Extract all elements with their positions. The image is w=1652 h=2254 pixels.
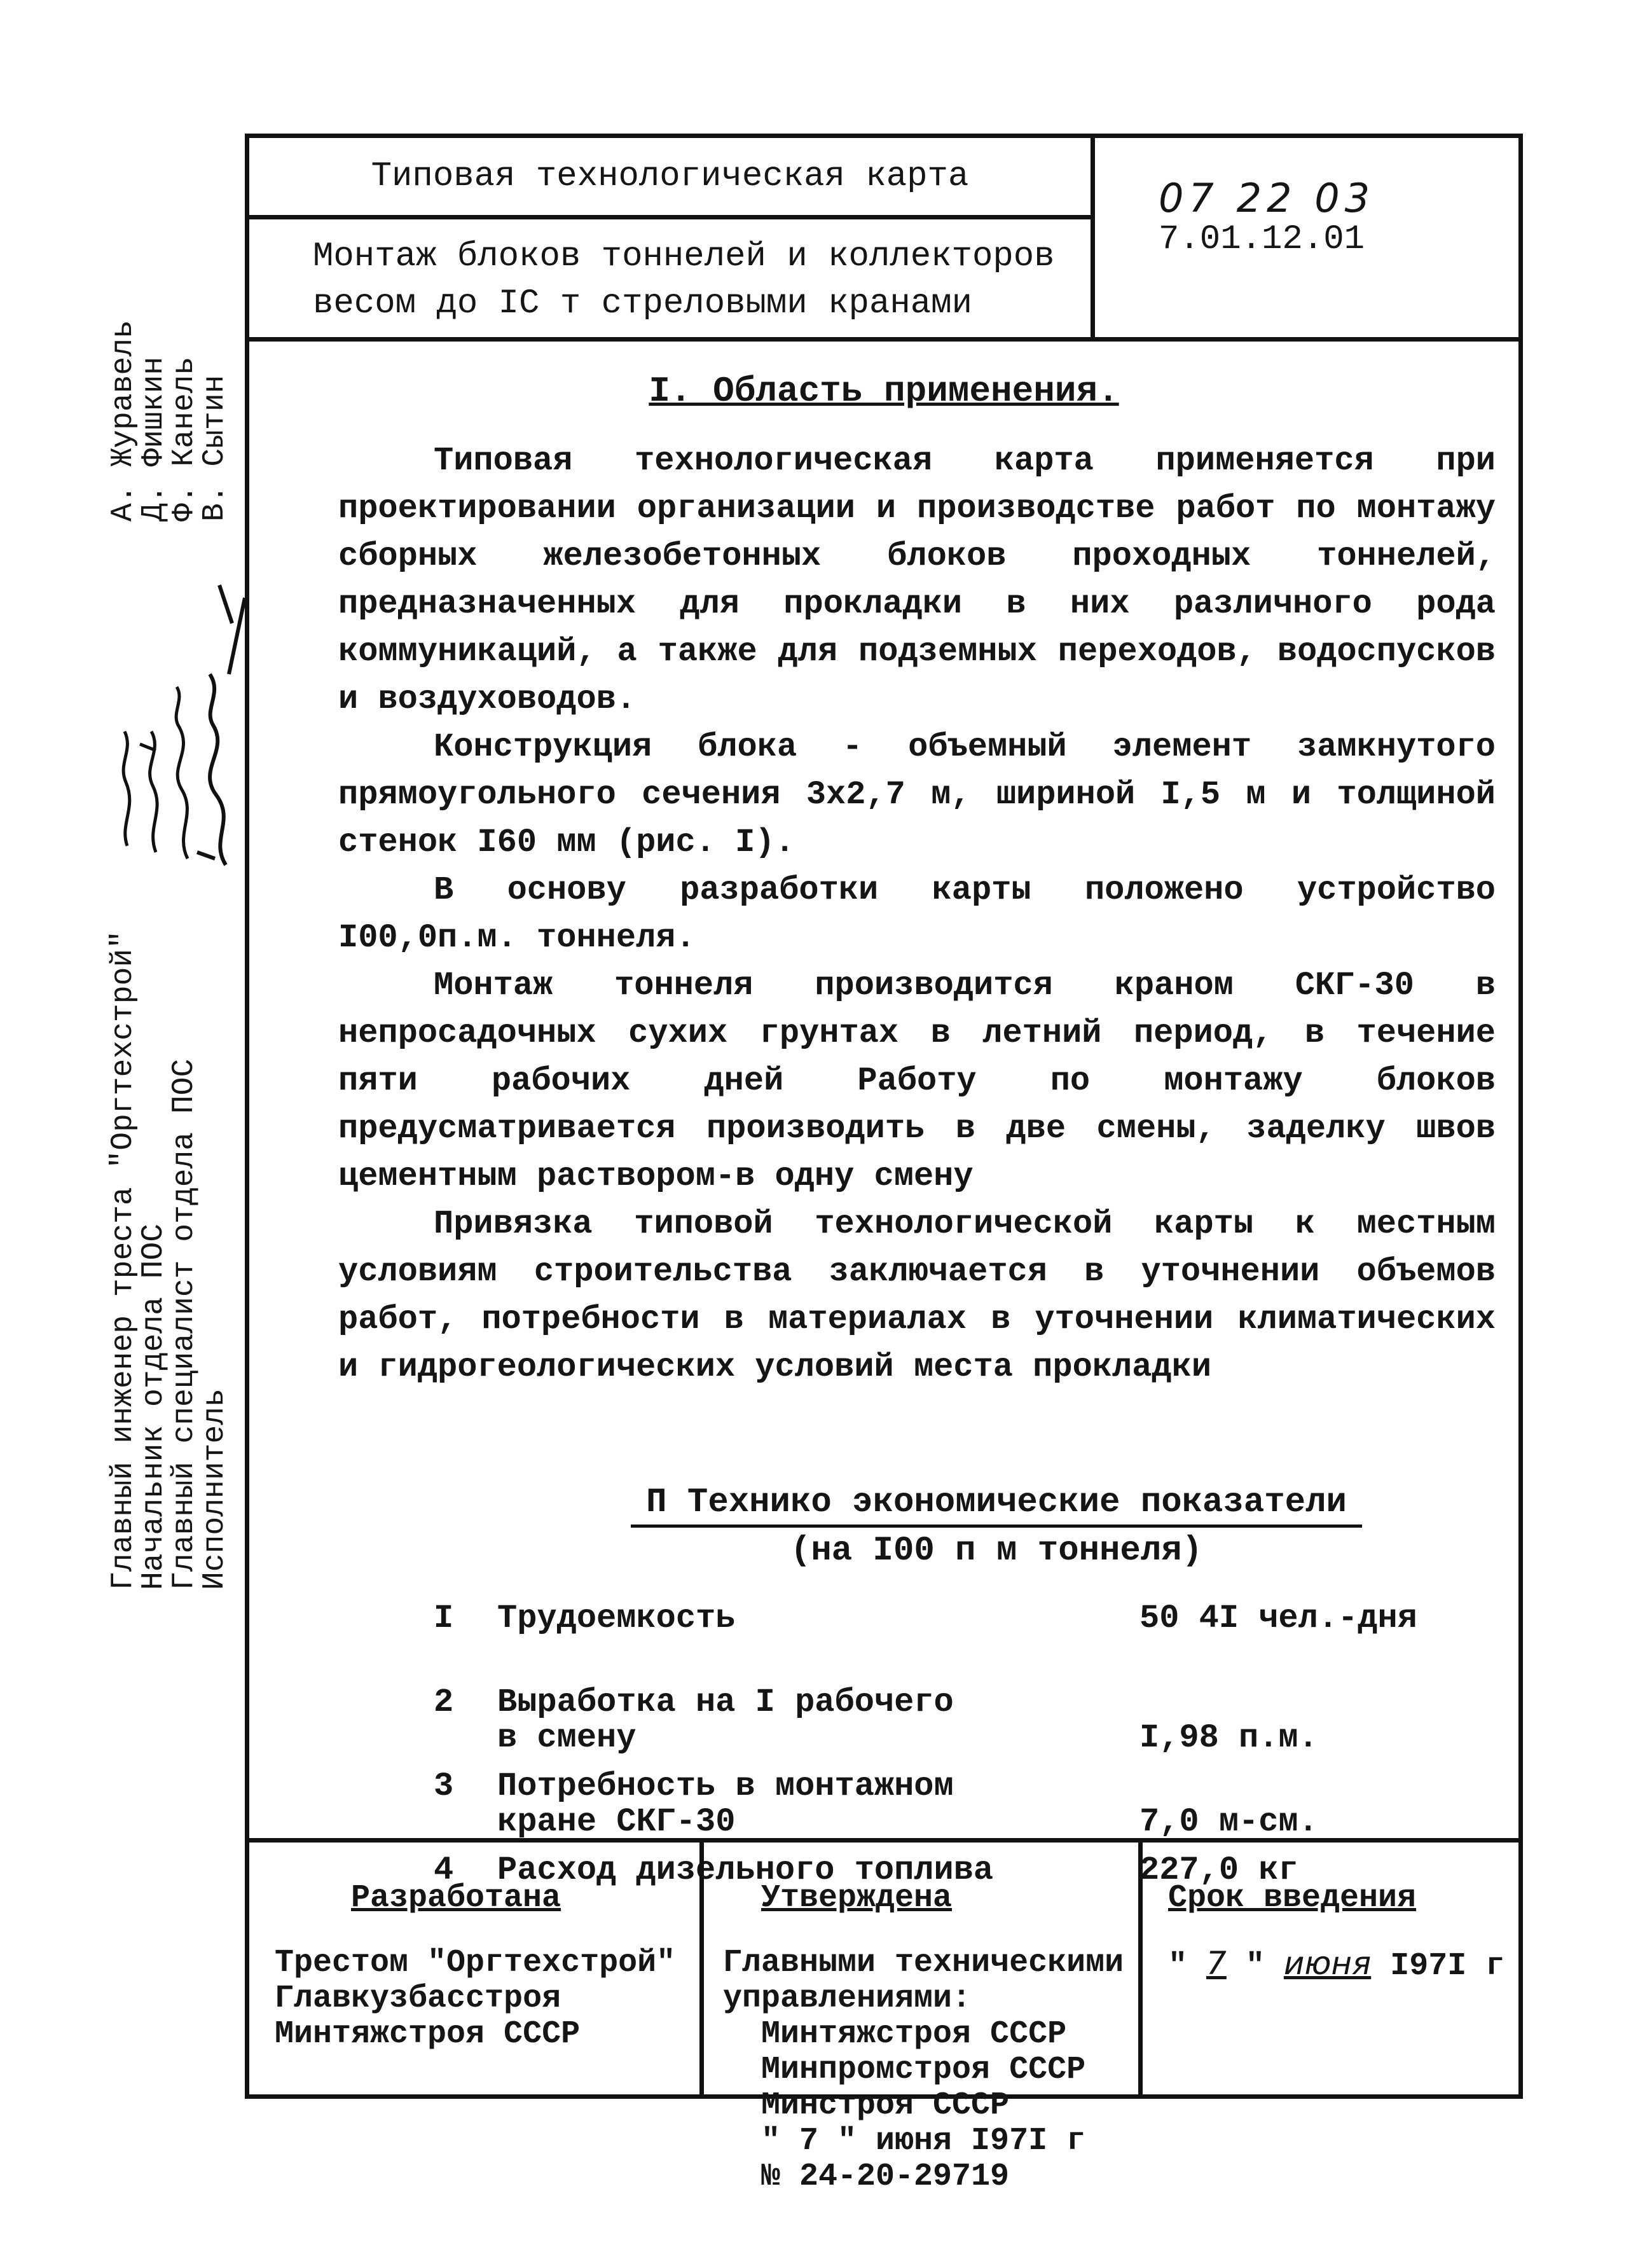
side-role: Главный специалист отдела ПОС [167,1058,202,1590]
side-role: Исполнитель [198,1388,232,1590]
indicator-label: Трудоемкость [497,1600,736,1637]
paragraph: В основу разработки карты положено устройство I00,0п.м. тоннеля. [338,871,1496,957]
paragraph: Конструкция блока - объемный элемент замкнутого прямоугольного сечения 3х2,7 м, шириной I,5 м и толщиной стенок I60 мм (рис. I). [338,728,1496,861]
paragraph: Типовая технологическая карта применяется при проектировании организации и производстве работ по монтажу сборных железобетонных блоков проходных тоннелей, предназначенных для прокладки в них различного рода коммуникаций, а также для подземных переходов, водоспусков и воздуховодов. [338,442,1496,718]
side-names [108,280,230,522]
effective-date-cell [1143,1843,1523,2099]
side-name: А. Журавель [106,320,141,522]
indicator-value: 7,0 м-см. [1139,1803,1318,1841]
effective-heading: Срок введения [1168,1880,1417,1916]
indicator-value: 50 4I чел.-дня [1139,1600,1417,1637]
document-subtitle [249,219,1091,328]
effective-year: I97I г [1390,1948,1505,1984]
developed-by-cell [249,1843,704,2099]
indicator-value: 227,0 кг [1139,1851,1298,1889]
handwritten-code: 07 22 03 [1159,175,1375,221]
header-code-cell [1095,138,1523,337]
approved-by-cell [704,1843,1143,2195]
subtitle-line: весом до IC т стреловыми кранами [313,284,972,323]
developed-line: Минтяжстроя СССР [275,2016,581,2052]
indicator-number: 2 [434,1684,454,1721]
indicator-row [434,1685,1515,1769]
ministry-line: Минстроя СССР [761,2087,1010,2124]
header-block [249,138,1518,342]
footer-block [249,1843,1518,2195]
document-code: 7.01.12.01 [1159,220,1365,259]
indicator-row [434,1769,1515,1853]
developed-line: Главкузбасстроя [275,1981,561,2017]
side-role: Начальник отдела ПОС [137,1223,171,1590]
side-name: В. Сытин [198,375,232,522]
developed-line: Трестом "Оргтехстрой" [275,1945,676,1981]
section2-subtitle: (на I00 п м тоннеля) [790,1531,1203,1570]
approval-date: " 7 " июня I97I г [761,2123,1086,2159]
subtitle-line: Монтаж блоков тоннелей и коллекторов [313,237,1055,276]
section2-heading [631,1483,1362,1570]
approval-number: № 24-20-29719 [761,2159,1010,2195]
header-title-cell [249,138,1095,337]
indicator-number: 4 [434,1851,454,1889]
indicator-row [434,1601,1515,1685]
document-type-title: Типовая технологическая карта [249,138,1091,219]
body-block [249,342,1518,1889]
section1-text [338,437,1496,1391]
ministry-line: Минпромстроя СССР [761,2052,1086,2088]
signatures-image [102,560,248,878]
document-frame [245,134,1523,2195]
effective-month: июня [1283,1945,1372,1982]
side-name: Ф. Канель [167,356,202,522]
paragraph: Монтаж тоннеля производится краном СКГ-30 в непросадочных сухих грунтах в летний период, в течение пяти рабочих дней Работу по монтажу блоков предусматривается производить в две смены, заделку швов цементным раствором-в одну смену [338,967,1496,1195]
indicator-label: Потребность в монтажном кране СКГ-30 [497,1767,954,1841]
section2-title: П Технико экономические показатели [631,1483,1362,1528]
effective-date: " 7 " июня I97I г [1168,1945,1505,1984]
effective-day: 7 [1206,1945,1227,1982]
indicator-label: Расход дизельного топлива [497,1851,994,1889]
approved-line: Главными техническими [723,1945,1124,1981]
indicator-number: 3 [434,1767,454,1805]
indicator-number: I [434,1600,454,1637]
developed-heading: Разработана [351,1880,561,1916]
indicator-value: I,98 п.м. [1139,1719,1318,1757]
ministry-line: Минтяжстроя СССР [761,2016,1067,2052]
section1-title: I. Область применения. [649,371,1119,411]
approved-line: управлениями: [723,1981,972,2017]
approved-heading: Утверждена [761,1880,953,1916]
side-name: Д. Фишкин [137,356,171,522]
paragraph: Привязка типовой технологической карты к местным условиям строительства заключается в уточнении объемов работ, потребности в материалах в уточнении климатических и гидрогеологических условий места прокладки [338,1205,1496,1386]
side-role: Главный инженер треста "Оргтехстрой" [106,930,141,1590]
indicator-label: Выработка на I рабочего в смену [497,1684,954,1757]
